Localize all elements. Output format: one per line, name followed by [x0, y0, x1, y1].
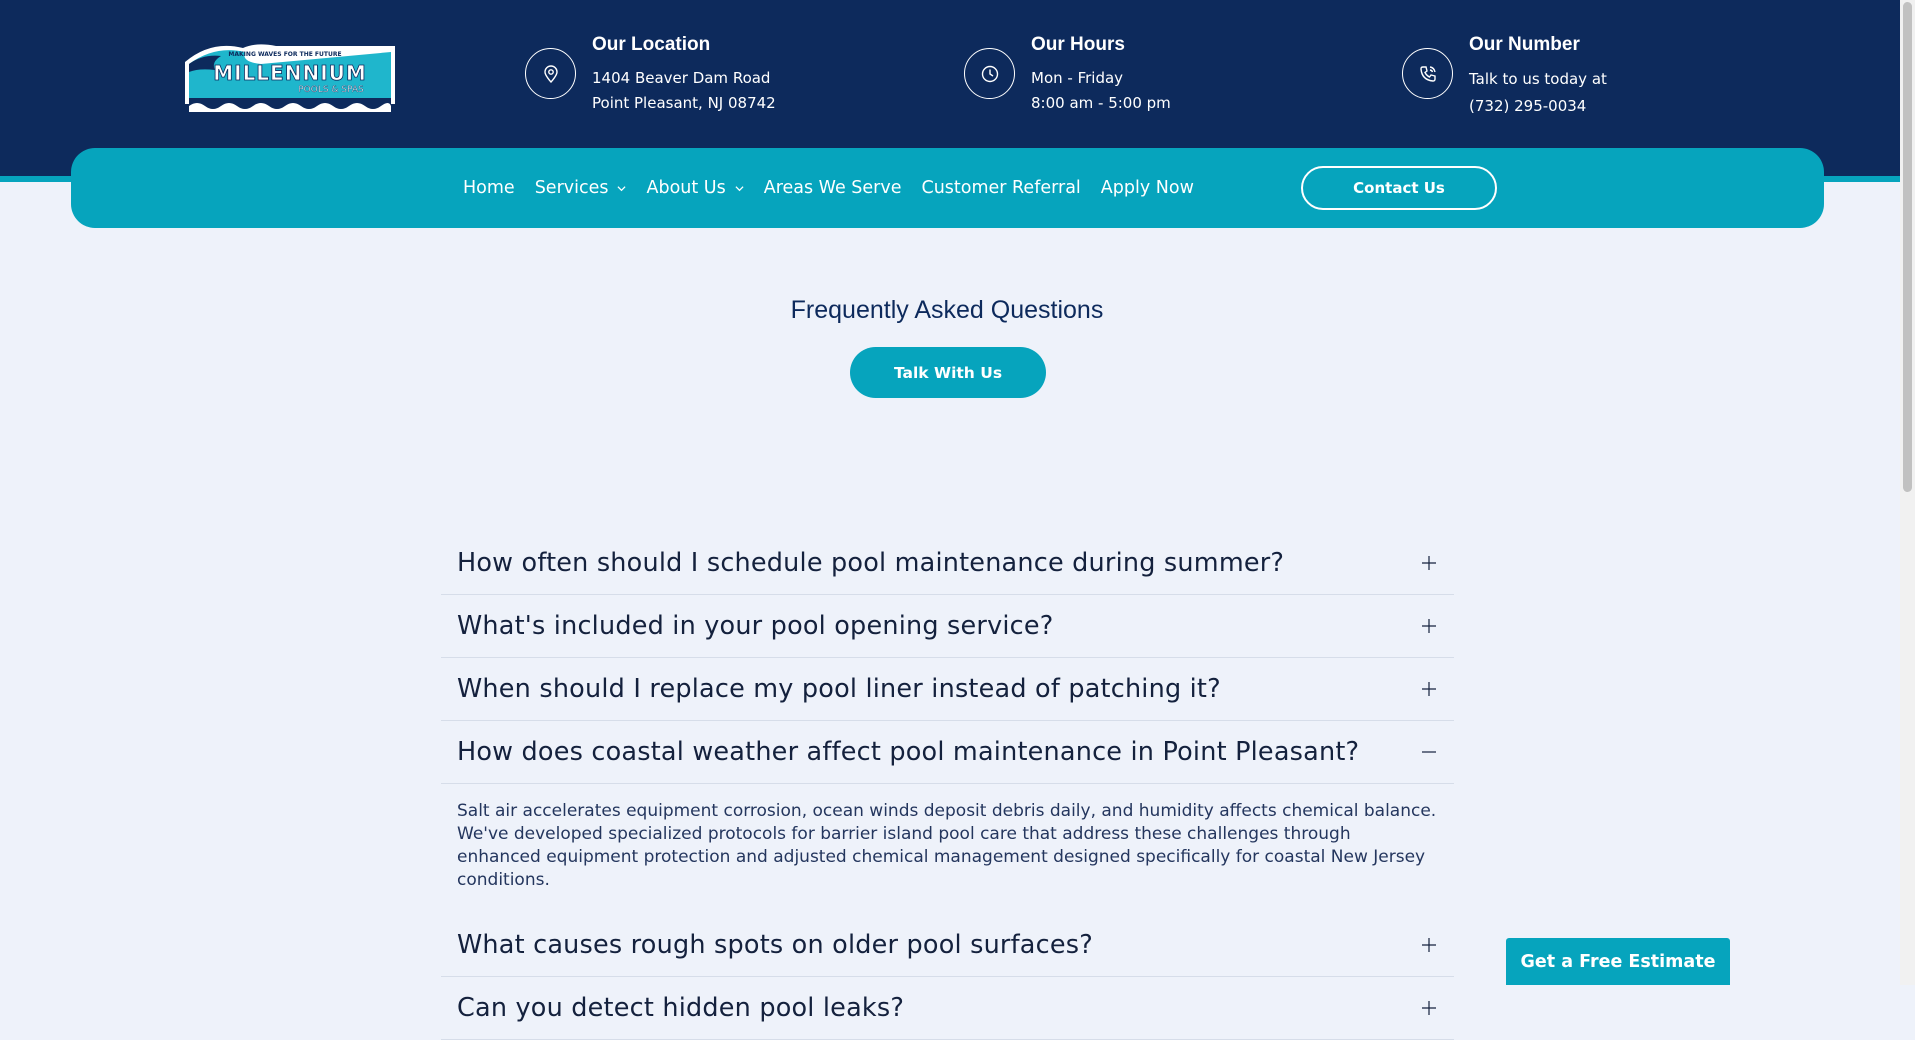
free-estimate-button[interactable]: Get a Free Estimate: [1506, 938, 1730, 985]
nav-menu: [463, 148, 1214, 228]
nav-item-areas-we-serve[interactable]: [764, 178, 902, 198]
location-line-2: Point Pleasant, NJ 08742: [592, 94, 776, 112]
hours-line-2: 8:00 am - 5:00 pm: [1031, 94, 1171, 112]
header-number: [1402, 34, 1607, 120]
nav-item-customer-referral[interactable]: [921, 178, 1080, 198]
logo-subtitle: POOLS & SPAS: [298, 85, 364, 95]
nav-item-label: Services: [534, 178, 609, 198]
hours-line-1: Mon - Friday: [1031, 69, 1124, 87]
faq-question: How does coastal weather affect pool maintenance in Point Pleasant?: [457, 737, 1360, 767]
faq-item-rough-spots[interactable]: [441, 914, 1454, 977]
faq-answer: Salt air accelerates equipment corrosion, ocean winds deposit debris daily, and humidity affects chemical balance. We've developed specialized protocols for barrier island pool care that address these challenges through enhanced equipment protection and adjusted chemical management designed specifically for coastal New Jersey conditions.: [457, 801, 1437, 890]
number-line-1: Talk to us today at: [1469, 70, 1607, 88]
contact-us-button[interactable]: Contact Us: [1301, 166, 1497, 210]
nav-item-label: Home: [463, 178, 515, 198]
chevron-down-icon: [617, 184, 626, 193]
nav-item-services[interactable]: [535, 178, 627, 198]
nav-item-apply-now[interactable]: [1101, 178, 1194, 198]
nav-item-about-us[interactable]: [646, 178, 743, 198]
phone-number-link[interactable]: (732) 295-0034: [1469, 97, 1587, 115]
faq-item-pool-liner[interactable]: [441, 658, 1454, 721]
header-location: [525, 34, 776, 116]
scrollbar-thumb[interactable]: [1903, 2, 1912, 492]
header-hours: [964, 34, 1171, 116]
faq-accordion: [441, 532, 1454, 1040]
number-title: Our Number: [1469, 34, 1580, 55]
nav-item-label: About Us: [646, 178, 726, 198]
phone-icon[interactable]: [1402, 48, 1453, 99]
plus-icon[interactable]: [1420, 999, 1438, 1017]
logo[interactable]: [181, 40, 399, 112]
plus-icon[interactable]: [1420, 617, 1438, 635]
plus-icon[interactable]: [1420, 554, 1438, 572]
faq-item-pool-maintenance-summer[interactable]: [441, 532, 1454, 595]
location-line-1: 1404 Beaver Dam Road: [592, 69, 771, 87]
minus-icon[interactable]: [1420, 743, 1438, 761]
main-nav: [71, 148, 1824, 228]
faq-question: What causes rough spots on older pool surfaces?: [457, 930, 1093, 960]
talk-with-us-button[interactable]: Talk With Us: [850, 347, 1046, 398]
faq-question: How often should I schedule pool maintenance during summer?: [457, 548, 1285, 578]
hours-title: Our Hours: [1031, 34, 1125, 55]
plus-icon[interactable]: [1420, 936, 1438, 954]
faq-question: What's included in your pool opening service?: [457, 611, 1054, 641]
map-pin-icon: [525, 48, 576, 99]
clock-icon: [964, 48, 1015, 99]
faq-item-hidden-leaks[interactable]: [441, 977, 1454, 1040]
logo-tagline: MAKING WAVES FOR THE FUTURE: [228, 51, 342, 58]
faq-question: When should I replace my pool liner instead of patching it?: [457, 674, 1221, 704]
faq-question: Can you detect hidden pool leaks?: [457, 993, 905, 1023]
nav-item-home[interactable]: [463, 178, 515, 198]
faq-item-coastal-weather[interactable]: [441, 721, 1454, 784]
nav-item-label: Areas We Serve: [763, 178, 902, 198]
chevron-down-icon: [735, 184, 744, 193]
page-scrollbar[interactable]: [1900, 0, 1915, 985]
nav-item-label: Apply Now: [1100, 178, 1194, 198]
plus-icon[interactable]: [1420, 680, 1438, 698]
location-title: Our Location: [592, 34, 711, 55]
nav-item-label: Customer Referral: [921, 178, 1081, 198]
page-title: Frequently Asked Questions: [790, 296, 1104, 324]
logo-name: MILLENNIUM: [213, 61, 367, 85]
faq-item-pool-opening[interactable]: [441, 595, 1454, 658]
